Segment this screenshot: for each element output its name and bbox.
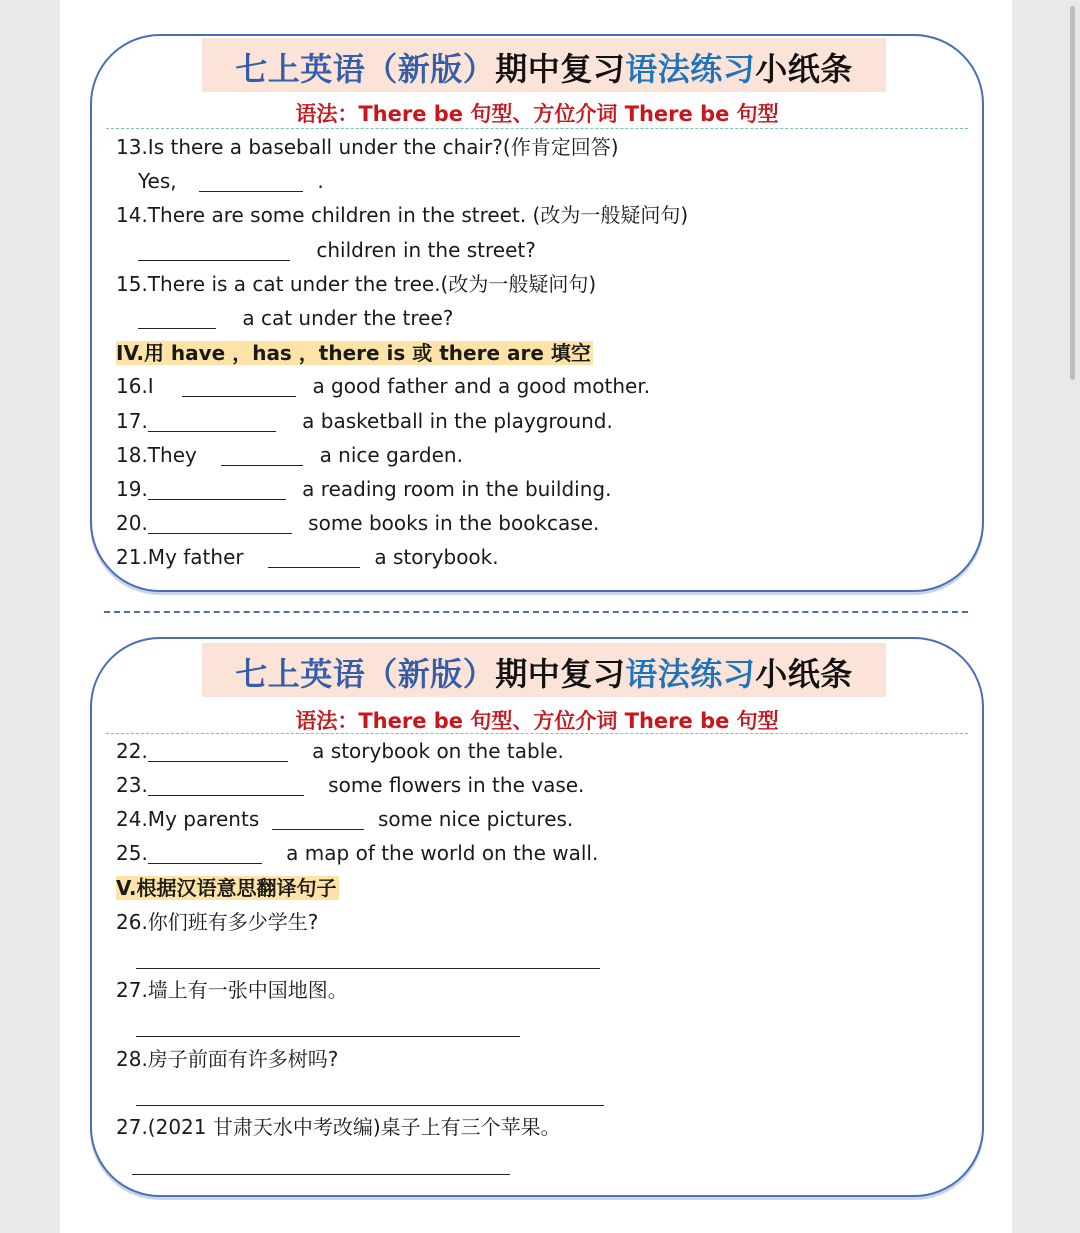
question-25: 25. a map of the world on the wall.	[116, 841, 599, 865]
grammar-subtitle: 语法：There be 句型、方位介词 There be 句型	[295, 102, 779, 126]
question-22: 22. a storybook on the table.	[116, 739, 564, 763]
question-16: 16.I a good father and a good mother.	[116, 374, 651, 398]
answer-line[interactable]	[136, 1105, 604, 1106]
answer-line[interactable]	[132, 1174, 510, 1175]
question-13: 13.Is there a baseball under the chair?(作肯定回答)	[116, 135, 619, 159]
dotted-divider	[106, 733, 968, 734]
question-24: 24.My parents some nice pictures.	[116, 807, 574, 831]
question-29: 27.(2021 甘肃天水中考改编)桌子上有三个苹果。	[116, 1115, 561, 1139]
page-title: 七上英语（新版）期中复习语法练习小纸条	[235, 50, 853, 88]
answer-blank[interactable]	[138, 306, 216, 329]
question-18: 18.They a nice garden.	[116, 443, 463, 467]
question-23: 23. some flowers in the vase.	[116, 773, 585, 797]
answer-blank[interactable]	[182, 374, 296, 397]
page-title: 七上英语（新版）期中复习语法练习小纸条	[235, 655, 853, 693]
answer-blank[interactable]	[148, 511, 292, 534]
answer-blank[interactable]	[148, 773, 304, 796]
section-v-heading: V.根据汉语意思翻译句子	[116, 876, 337, 900]
question-13-answer: Yes, .	[138, 169, 324, 193]
question-20: 20. some books in the bookcase.	[116, 511, 600, 535]
answer-blank[interactable]	[148, 841, 262, 864]
answer-blank[interactable]	[268, 545, 360, 568]
answer-blank[interactable]	[272, 807, 364, 830]
dotted-divider	[106, 128, 968, 129]
card-separator	[104, 611, 968, 613]
answer-blank[interactable]	[199, 169, 303, 192]
question-27: 27.墙上有一张中国地图。	[116, 978, 348, 1002]
question-19: 19. a reading room in the building.	[116, 477, 612, 501]
question-14-answer: children in the street?	[138, 235, 536, 265]
question-15-answer: a cat under the tree?	[138, 303, 453, 333]
question-28: 28.房子前面有许多树吗?	[116, 1047, 339, 1071]
question-26: 26.你们班有多少学生?	[116, 910, 319, 934]
section-iv-heading: IV.用 have ，has ，there is 或 there are 填空	[116, 341, 591, 365]
question-15: 15.There is a cat under the tree.(改为一般疑问句)	[116, 272, 597, 296]
question-14: 14.There are some children in the street. (改为一般疑问句)	[116, 203, 689, 227]
vertical-scrollbar[interactable]	[1070, 6, 1075, 380]
answer-blank[interactable]	[148, 739, 288, 762]
answer-blank[interactable]	[221, 443, 303, 466]
title-band	[202, 38, 886, 92]
title-band	[202, 643, 886, 697]
answer-blank[interactable]	[148, 409, 276, 432]
answer-blank[interactable]	[138, 238, 290, 261]
question-17: 17. a basketball in the playground.	[116, 409, 613, 433]
grammar-subtitle: 语法：There be 句型、方位介词 There be 句型	[295, 709, 779, 733]
answer-blank[interactable]	[148, 477, 286, 500]
answer-line[interactable]	[136, 968, 600, 969]
question-21: 21.My father a storybook.	[116, 545, 499, 569]
answer-line[interactable]	[136, 1036, 520, 1037]
